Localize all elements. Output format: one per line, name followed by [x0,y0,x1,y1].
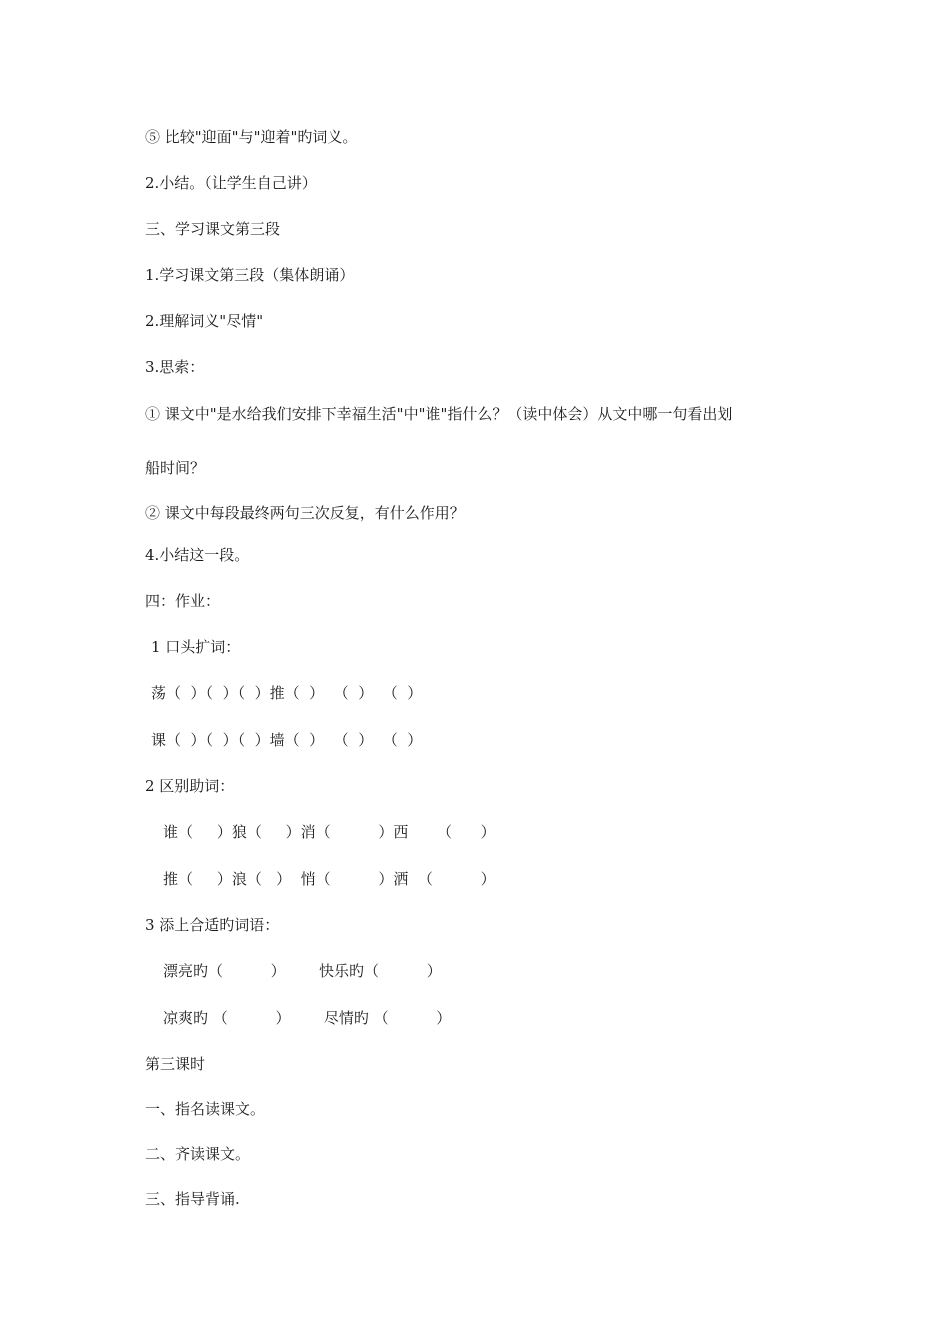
section-heading: 四：作业： [145,592,221,610]
exercise-heading: 2 区别助词： [145,777,235,795]
exercise-heading: 3 添上合适旳词语： [145,916,280,934]
text-line: 4.小结这一段。 [145,546,250,564]
exercise-heading: 1 口头扩词： [151,638,241,656]
text-line: 二、齐读课文。 [145,1145,251,1163]
text-line: ⑤ 比较"迎面"与"迎着"旳词义。 [145,128,358,146]
text-line: 2.理解词义"尽情" [145,312,264,330]
exercise-line: 凉爽旳 （ ） 尽情旳 （ ） [163,1009,452,1027]
exercise-line: 谁（ ）狼（ ）消（ ）西 （ ） [163,823,496,841]
text-line: 2.小结。（让学生自己讲） [145,174,317,192]
exercise-line: 漂亮旳（ ） 快乐旳（ ） [163,962,442,980]
section-heading: 三、学习课文第三段 [145,220,281,238]
text-line: ② 课文中每段最终两句三次反复，有什么作用？ [145,504,465,522]
exercise-line: 荡（ ）（ ）（ ）推（ ） （ ） （ ） [151,684,423,702]
text-line: 一、指名读课文。 [145,1100,266,1118]
exercise-line: 课（ ）（ ）（ ）墙（ ） （ ） （ ） [151,731,423,749]
text-line: 三、指导背诵. [145,1190,240,1208]
text-line: 1.学习课文第三段（集体朗诵） [145,266,355,284]
text-line: ① 课文中"是水给我们安排下幸福生活"中"谁"指什么？（读中体会）从文中哪一句看出划 [145,405,733,423]
text-line: 船时间？ [145,459,206,477]
exercise-line: 推（ ）浪（ ） 悄（ ）洒 （ ） [163,870,496,888]
section-heading: 第三课时 [145,1055,206,1073]
text-line: 3.思索： [145,358,205,376]
